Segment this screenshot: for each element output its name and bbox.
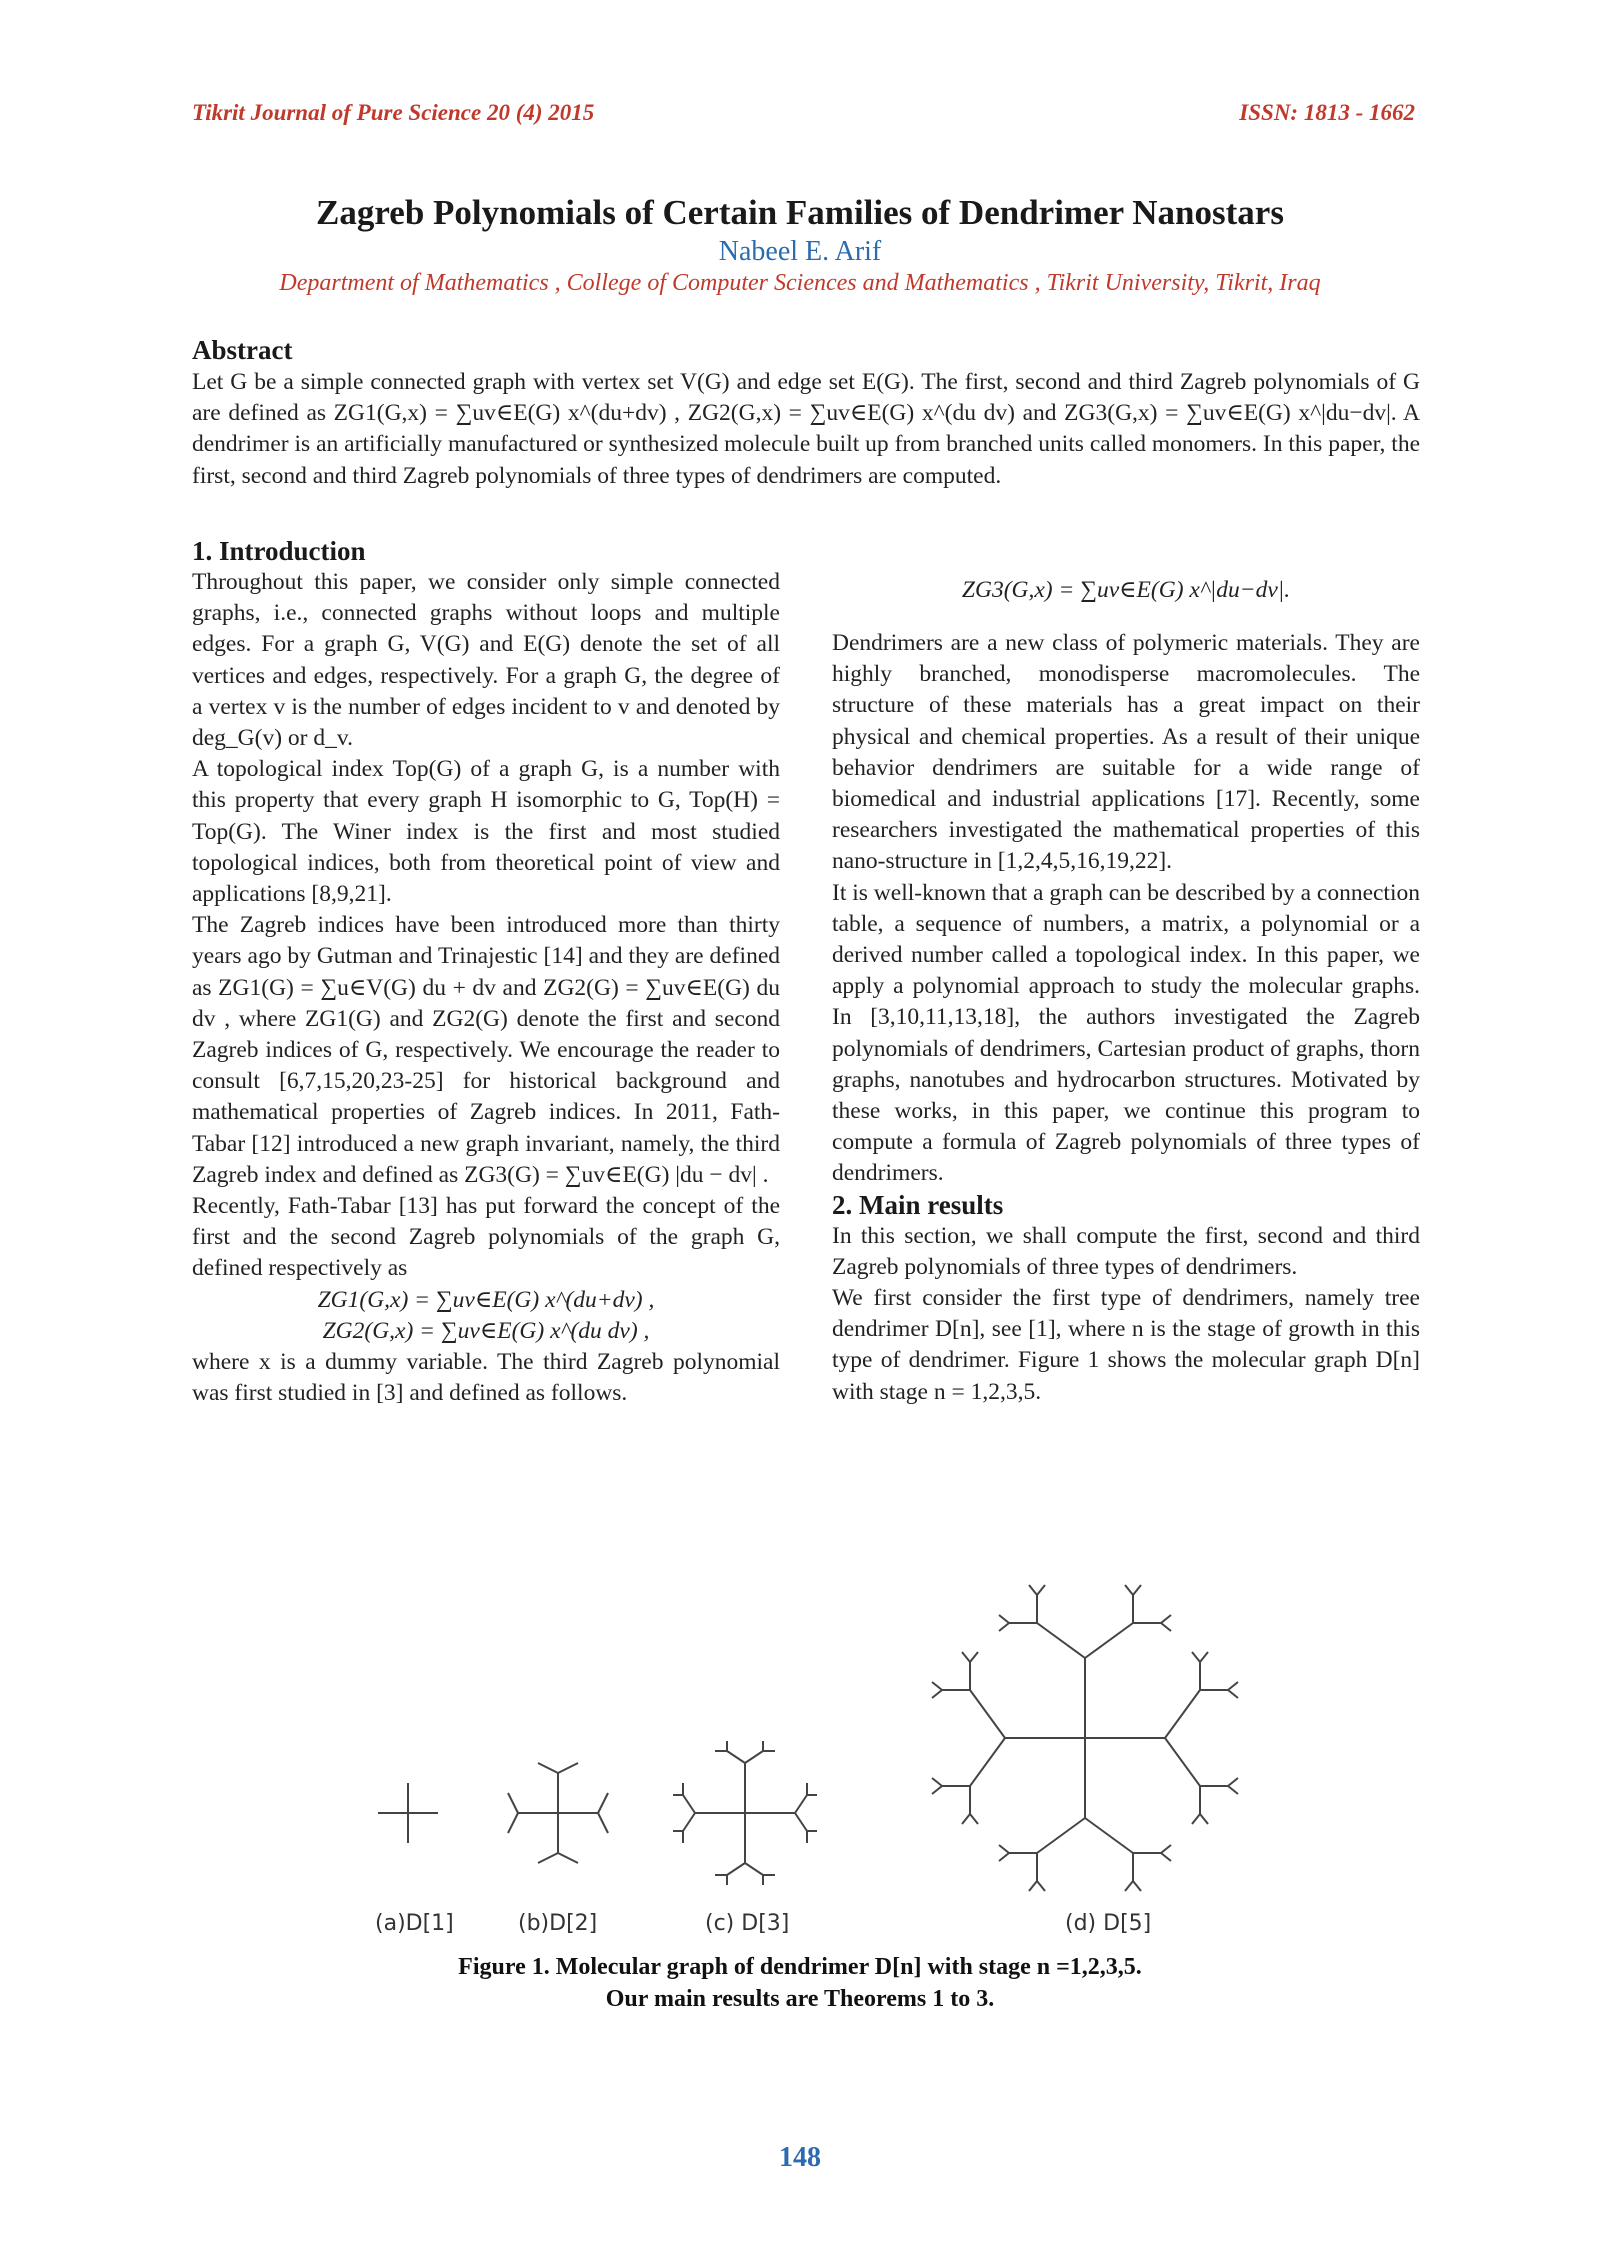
- dendrimer-d2: [508, 1763, 608, 1863]
- equation-zg2: ZG2(G,x) = ∑uv∈E(G) x^(du dv) ,: [322, 1317, 650, 1344]
- intro-paragraph-3: The Zagreb indices have been introduced more than thirty years ago by Gutman and Trinajestic [14] and they are defined as ZG1(G) = ∑u∈V(G) du + dv and ZG2(G) = ∑uv∈E(G) du dv , where ZG1(G) and ZG2(G) denote the first and second Zagreb indices of G, respectively. We encourage the reader to consult [6,7,15,20,23-25] for historical background and mathematical properties of Zagreb indices. In 2011, Fath-Tabar [12] introduced a new graph invariant, namely, the third Zagreb index and defined as ZG3(G) = ∑uv∈E(G) |du − dv| .: [192, 912, 780, 1188]
- right-paragraph-4: We first consider the first type of dendrimers, namely tree dendrimer D[n], see [1], where n is the stage of growth in this type of dendrimer. Figure 1 shows the molecular graph D[n] with stage n = 1,2,3,5.: [832, 1285, 1420, 1405]
- main-results-note: Our main results are Theorems 1 to 3.: [605, 1986, 995, 2012]
- affiliation: Department of Mathematics , College of Computer Sciences and Mathematics , Tikrit University, Tikrit, Iraq: [279, 270, 1321, 296]
- equation-zg3: ZG3(G,x) = ∑uv∈E(G) x^|du−dv|.: [961, 577, 1291, 603]
- intro-paragraph-2: A topological index Top(G) of a graph G, is a number with this property that every graph H isomorphic to G, Top(H) = Top(G). The Winer index is the first and most studied topological indices, both from theoretical point of view and applications [8,9,21].: [192, 756, 780, 908]
- author-name: Nabeel E. Arif: [718, 236, 882, 267]
- label-d2: (b)D[2]: [518, 1911, 598, 1936]
- page-number: 148: [779, 2142, 821, 2173]
- issn-header: ISSN: 1813 - 1662: [1239, 100, 1415, 125]
- main-results-heading: 2. Main results: [832, 1189, 1004, 1220]
- right-paragraph-2: It is well-known that a graph can be described by a connection table, a sequence of numbers, a matrix, a polynomial or a derived number called a topological index. In this paper, we apply a polynomial approach to study the molecular graphs. In [3,10,11,13,18], the authors investigated the Zagreb polynomials of dendrimers, Cartesian product of graphs, thorn graphs, nanotubes and hydrocarbon structures. Motivated by these works, in this paper, we continue this program to compute a formula of Zagreb polynomials of three types of dendrimers.: [832, 879, 1420, 1187]
- intro-heading: 1. Introduction: [192, 536, 366, 566]
- label-d3: (c) D[3]: [705, 1911, 790, 1936]
- dendrimer-figure: [0, 1570, 1600, 1950]
- intro-paragraph-5: where x is a dummy variable. The third Zagreb polynomial was first studied in [3] and defined as follows.: [192, 1348, 780, 1406]
- right-paragraph-1: Dendrimers are a new class of polymeric materials. They are highly branched, monodisperse macromolecules. The structure of these materials has a great impact on their physical and chemical properties. As a result of their unique behavior dendrimers are suitable for a wide range of biomedical and industrial applications [17]. Recently, some researchers investigated the mathematical properties of this nano-structure in [1,2,4,5,16,19,22].: [832, 630, 1420, 875]
- dendrimer-d1: [378, 1783, 438, 1843]
- label-d5: (d) D[5]: [1065, 1911, 1152, 1936]
- paper-title: Zagreb Polynomials of Certain Families of Dendrimer Nanostars: [316, 193, 1284, 232]
- right-column: [832, 575, 1420, 1408]
- figure-caption: Figure 1. Molecular graph of dendrimer D[n] with stage n =1,2,3,5.: [458, 1954, 1142, 1980]
- right-paragraph-3: In this section, we shall compute the first, second and third Zagreb polynomials of three types of dendrimers.: [832, 1222, 1420, 1280]
- abstract-heading: Abstract: [192, 335, 293, 365]
- journal-header: Tikrit Journal of Pure Science 20 (4) 2015: [192, 100, 595, 125]
- left-column: [192, 536, 780, 1409]
- abstract-text: Let G be a simple connected graph with vertex set V(G) and edge set E(G). The first, second and third Zagreb polynomials of G are defined as ZG1(G,x) = ∑uv∈E(G) x^(du+dv) , ZG2(G,x) = ∑uv∈E(G) x^(du dv) and ZG3(G,x) = ∑uv∈E(G) x^|du−dv|. A dendrimer is an artificially manufactured or synthesized molecule built up from branched units called monomers. In this paper, the first, second and third Zagreb polynomials of three types of dendrimers are computed.: [192, 369, 1420, 489]
- intro-paragraph-4: Recently, Fath-Tabar [13] has put forward the concept of the first and the second Zagreb polynomials of the graph G, defined respectively as: [192, 1193, 780, 1282]
- dendrimer-d3: [673, 1741, 817, 1885]
- dendrimer-d5: [932, 1585, 1238, 1891]
- equation-zg1: ZG1(G,x) = ∑uv∈E(G) x^(du+dv) ,: [317, 1286, 655, 1313]
- label-d1: (a)D[1]: [375, 1911, 454, 1936]
- intro-paragraph-1: Throughout this paper, we consider only simple connected graphs, i.e., connected graphs without loops and multiple edges. For a graph G, V(G) and E(G) denote the set of all vertices and edges, respectively. For a graph G, the degree of a vertex v is the number of edges incident to v and denoted by deg_G(v) or d_v.: [192, 569, 780, 752]
